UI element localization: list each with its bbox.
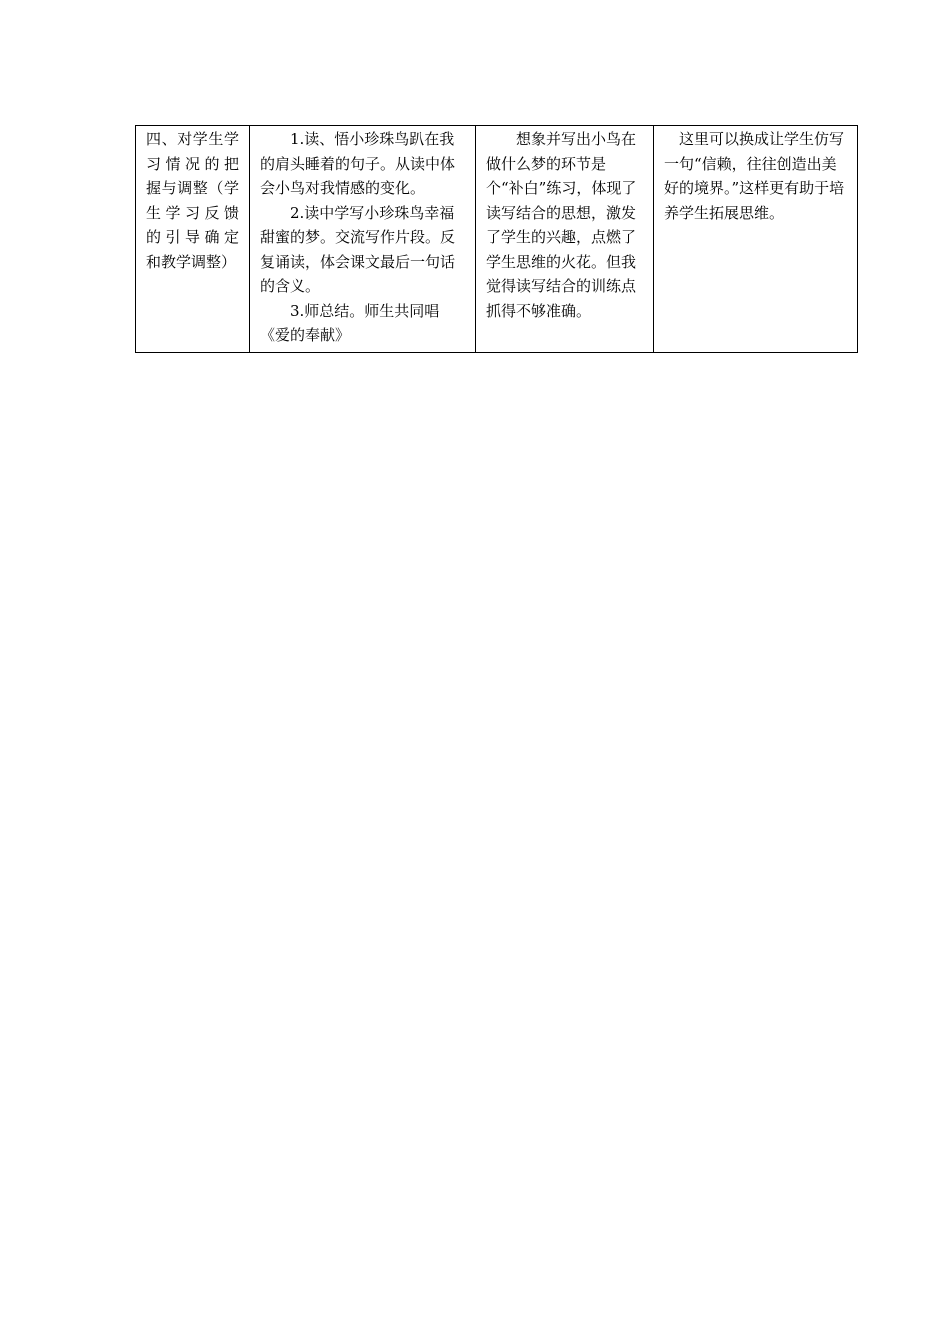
improvement-cell xyxy=(654,126,858,353)
stage-label-line: 四、对学生学 xyxy=(146,130,239,148)
stage-label-line: 的引导确定 xyxy=(146,228,239,246)
stage-label-line: 和教学调整） xyxy=(146,252,237,271)
stage-label-line: 握与调整（学 xyxy=(146,179,239,197)
stage-label-cell xyxy=(136,126,250,353)
activity-item: 2.读中学写小珍珠鸟幸福甜蜜的梦。交流写作片段。反复诵读，体会课文最后一句话的含义。 xyxy=(260,203,456,295)
activity-item: 1.读、悟小珍珠鸟趴在我的肩头睡着的句子。从读中体会小鸟对我情感的变化。 xyxy=(260,130,456,197)
activities-cell xyxy=(250,126,476,353)
reflection-cell xyxy=(476,126,654,353)
activity-item: 3.师总结。师生共同唱《爱的奉献》 xyxy=(260,301,440,344)
lesson-evaluation-table xyxy=(135,125,858,353)
stage-label-line: 生学习反馈 xyxy=(146,203,239,222)
improvement-text: 这里可以换成让学生仿写一句“信赖，往往创造出美好的境界。”这样更有助于培养学生拓展思维。 xyxy=(664,130,845,222)
reflection-text: 想象并写出小鸟在做什么梦的环节是个“补白”练习，体现了读写结合的思想，激发了学生的兴趣，点燃了学生思维的火花。但我觉得读写结合的训练点抓得不够准确。 xyxy=(486,130,637,320)
stage-label-line: 习情况的把 xyxy=(146,154,239,173)
table-row xyxy=(136,126,858,353)
